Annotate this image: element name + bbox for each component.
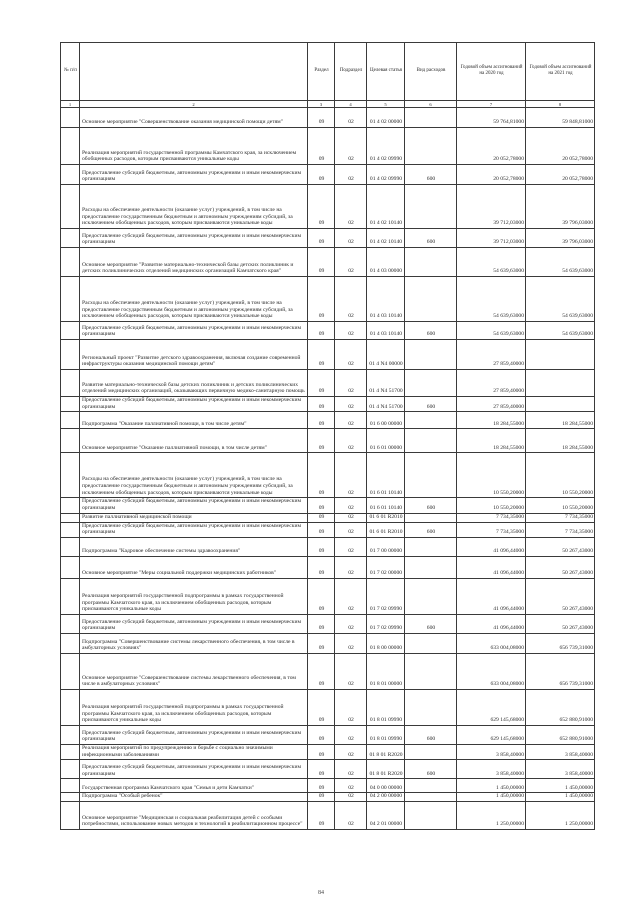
cell-target-article: 01 4 N4 51700 <box>367 370 405 397</box>
table-row <box>61 165 595 185</box>
cell-name: Предоставление субсидий бюджетным, автономным учреждениям и иным некоммерческим организациям <box>80 229 308 248</box>
cell-amount-2020: 54 639,63000 <box>457 248 526 277</box>
cell-name: Расходы на обеспечение деятельности (оказание услуг) учреждений, в том числе на предоставление государственным бюджетным и автономным учреждениям субсидий, за исключением обобщенных расходов, которым присваиваются уникальные коды <box>80 453 308 498</box>
cell-podrazdel: 02 <box>335 537 367 556</box>
cell-podrazdel: 02 <box>335 498 367 513</box>
header-podrazdel: Подраздел <box>335 43 367 101</box>
cell-expense-type <box>405 248 457 277</box>
cell-razdel: 09 <box>308 744 335 759</box>
cell-target-article: 01 7 02 09990 <box>367 578 405 614</box>
table-row <box>61 725 595 744</box>
cell-podrazdel: 02 <box>335 802 367 830</box>
cell-num <box>61 453 80 498</box>
colnum: 8 <box>526 101 595 108</box>
cell-podrazdel: 02 <box>335 128 367 165</box>
cell-razdel: 09 <box>308 779 335 793</box>
cell-expense-type <box>405 744 457 759</box>
cell-amount-2020: 3 858,40000 <box>457 760 526 779</box>
cell-podrazdel: 02 <box>335 429 367 453</box>
table-row <box>61 537 595 556</box>
cell-podrazdel: 02 <box>335 633 367 653</box>
table-row <box>61 653 595 689</box>
cell-num <box>61 556 80 578</box>
cell-name: Развитие материально-технической базы детских поликлиник и детских поликлинических отделений медицинских организаций, оказывающих первичную медико-санитарную помощь <box>80 370 308 397</box>
cell-target-article: 01 4 02 10140 <box>367 229 405 248</box>
cell-podrazdel: 02 <box>335 556 367 578</box>
cell-amount-2021: 50 267,43000 <box>526 556 595 578</box>
cell-razdel: 09 <box>308 248 335 277</box>
cell-target-article: 01 4 02 00000 <box>367 108 405 128</box>
cell-amount-2021: 7 734,35000 <box>526 513 595 522</box>
cell-num <box>61 322 80 340</box>
cell-expense-type <box>405 653 457 689</box>
cell-name: Подпрограмма "Совершенствование системы лекарственного обеспечения, в том числе в амбулаторных условиях" <box>80 633 308 653</box>
cell-amount-2020: 10 550,20000 <box>457 498 526 513</box>
cell-num <box>61 248 80 277</box>
cell-razdel: 09 <box>308 537 335 556</box>
cell-amount-2021: 20 052,78000 <box>526 128 595 165</box>
cell-expense-type <box>405 689 457 725</box>
cell-amount-2021: 1 450,00000 <box>526 793 595 802</box>
cell-amount-2020: 1 450,00000 <box>457 793 526 802</box>
cell-razdel: 09 <box>308 229 335 248</box>
cell-amount-2021: 1 450,00000 <box>526 779 595 793</box>
table-row <box>61 128 595 165</box>
cell-target-article: 01 6 01 10140 <box>367 453 405 498</box>
cell-num <box>61 760 80 779</box>
cell-target-article: 01 6 01 R2010 <box>367 522 405 537</box>
cell-podrazdel: 02 <box>335 453 367 498</box>
cell-num <box>61 744 80 759</box>
cell-razdel: 09 <box>308 429 335 453</box>
cell-amount-2020: 54 639,63000 <box>457 322 526 340</box>
cell-podrazdel: 02 <box>335 779 367 793</box>
cell-target-article: 01 7 02 00000 <box>367 556 405 578</box>
cell-amount-2021: 652 880,91000 <box>526 725 595 744</box>
cell-name: Реализация мероприятий по предупреждению и борьбе с социально значимыми инфекционными заболеваниями <box>80 744 308 759</box>
cell-num <box>61 412 80 429</box>
cell-name: Развитие паллиативной медицинской помощи <box>80 513 308 522</box>
cell-name: Региональный проект "Развитие детского здравоохранения, включая создание современной инфраструктуры оказания медицинской помощи детям" <box>80 340 308 370</box>
cell-podrazdel: 02 <box>335 229 367 248</box>
cell-target-article: 01 6 01 10140 <box>367 498 405 513</box>
cell-target-article: 04 2 00 00000 <box>367 793 405 802</box>
cell-amount-2021: 50 267,43000 <box>526 537 595 556</box>
cell-razdel: 09 <box>308 185 335 229</box>
cell-amount-2021: 10 550,20000 <box>526 498 595 513</box>
header-name <box>80 43 308 101</box>
cell-name: Предоставление субсидий бюджетным, автономным учреждениям и иным некоммерческим организациям <box>80 498 308 513</box>
cell-target-article: 01 4 02 09990 <box>367 165 405 185</box>
cell-amount-2021: 54 639,63000 <box>526 248 595 277</box>
cell-name: Основное мероприятие "Оказание паллиативной помощи, в том числе детям" <box>80 429 308 453</box>
cell-razdel: 09 <box>308 397 335 412</box>
cell-expense-type: 600 <box>405 522 457 537</box>
cell-podrazdel: 02 <box>335 185 367 229</box>
cell-podrazdel: 02 <box>335 653 367 689</box>
cell-num <box>61 128 80 165</box>
cell-razdel: 09 <box>308 513 335 522</box>
cell-amount-2020: 41 096,44000 <box>457 556 526 578</box>
cell-amount-2021: 54 639,63000 <box>526 322 595 340</box>
cell-amount-2021: 54 639,63000 <box>526 277 595 322</box>
cell-target-article: 01 8 01 09990 <box>367 725 405 744</box>
cell-name: Основное мероприятие "Меры социальной поддержки медицинских работников" <box>80 556 308 578</box>
table-row <box>61 779 595 793</box>
cell-target-article: 01 6 01 R2010 <box>367 513 405 522</box>
cell-razdel: 09 <box>308 370 335 397</box>
header-expense-type: Вид расходов <box>405 43 457 101</box>
cell-amount-2021: 656 739,31000 <box>526 653 595 689</box>
cell-amount-2020: 18 284,55000 <box>457 412 526 429</box>
cell-expense-type <box>405 556 457 578</box>
cell-target-article: 01 8 01 09990 <box>367 689 405 725</box>
cell-razdel: 09 <box>308 165 335 185</box>
colnum: 1 <box>61 101 80 108</box>
cell-expense-type: 600 <box>405 725 457 744</box>
cell-num <box>61 522 80 537</box>
cell-expense-type: 600 <box>405 322 457 340</box>
cell-expense-type: 600 <box>405 165 457 185</box>
cell-amount-2020: 27 859,40000 <box>457 340 526 370</box>
cell-amount-2020: 7 734,35000 <box>457 522 526 537</box>
column-number-row <box>61 101 595 108</box>
cell-podrazdel: 02 <box>335 412 367 429</box>
cell-amount-2021: 18 284,55000 <box>526 412 595 429</box>
header-razdel: Раздел <box>308 43 335 101</box>
page-number: 84 <box>318 890 324 896</box>
table-row <box>61 689 595 725</box>
cell-amount-2021: 1 250,00000 <box>526 802 595 830</box>
cell-amount-2021: 50 267,43000 <box>526 614 595 633</box>
cell-expense-type <box>405 370 457 397</box>
cell-expense-type <box>405 277 457 322</box>
table-row <box>61 498 595 513</box>
cell-expense-type <box>405 453 457 498</box>
cell-num <box>61 513 80 522</box>
cell-num <box>61 793 80 802</box>
table-row <box>61 453 595 498</box>
cell-num <box>61 429 80 453</box>
cell-target-article: 01 8 01 R2020 <box>367 760 405 779</box>
cell-podrazdel: 02 <box>335 248 367 277</box>
cell-razdel: 09 <box>308 614 335 633</box>
cell-num <box>61 802 80 830</box>
cell-podrazdel: 02 <box>335 277 367 322</box>
cell-amount-2021: 59 848,81000 <box>526 108 595 128</box>
cell-target-article: 01 6 01 00000 <box>367 429 405 453</box>
cell-num <box>61 537 80 556</box>
cell-expense-type <box>405 537 457 556</box>
cell-expense-type <box>405 108 457 128</box>
cell-target-article: 01 4 N4 51700 <box>367 397 405 412</box>
cell-target-article: 04 2 01 00000 <box>367 802 405 830</box>
cell-podrazdel: 02 <box>335 689 367 725</box>
cell-razdel: 09 <box>308 578 335 614</box>
cell-name: Реализация мероприятий государственной подпрограммы в рамках государственной программы Камчатского края, за исключением обобщенных расходов, которым присваиваются уникальные коды <box>80 689 308 725</box>
cell-num <box>61 725 80 744</box>
cell-name: Предоставление субсидий бюджетным, автономным учреждениям и иным некоммерческим организациям <box>80 760 308 779</box>
cell-num <box>61 108 80 128</box>
cell-podrazdel: 02 <box>335 744 367 759</box>
cell-podrazdel: 02 <box>335 725 367 744</box>
colnum: 4 <box>335 101 367 108</box>
cell-target-article: 04 0 00 00000 <box>367 779 405 793</box>
cell-amount-2020: 41 096,44000 <box>457 614 526 633</box>
cell-name: Предоставление субсидий бюджетным, автономным учреждениям и иным некоммерческим организациям <box>80 397 308 412</box>
cell-podrazdel: 02 <box>335 793 367 802</box>
table-row <box>61 108 595 128</box>
cell-razdel: 09 <box>308 108 335 128</box>
cell-num <box>61 370 80 397</box>
cell-expense-type <box>405 513 457 522</box>
cell-name: Подпрограмма "Кадровое обеспечение системы здравоохранения" <box>80 537 308 556</box>
cell-amount-2020: 41 096,44000 <box>457 578 526 614</box>
cell-amount-2020: 633 004,08000 <box>457 653 526 689</box>
cell-razdel: 09 <box>308 556 335 578</box>
cell-podrazdel: 02 <box>335 322 367 340</box>
table-row <box>61 412 595 429</box>
cell-expense-type <box>405 128 457 165</box>
cell-amount-2021: 50 267,43000 <box>526 578 595 614</box>
table-row <box>61 802 595 830</box>
cell-podrazdel: 02 <box>335 522 367 537</box>
cell-expense-type <box>405 340 457 370</box>
cell-amount-2021: 39 796,03000 <box>526 229 595 248</box>
cell-amount-2021 <box>526 370 595 397</box>
table-row <box>61 429 595 453</box>
cell-razdel: 09 <box>308 633 335 653</box>
cell-razdel: 09 <box>308 689 335 725</box>
cell-amount-2021: 656 739,31000 <box>526 633 595 653</box>
cell-razdel: 09 <box>308 760 335 779</box>
cell-razdel: 09 <box>308 522 335 537</box>
cell-amount-2021: 7 734,35000 <box>526 522 595 537</box>
cell-amount-2020: 27 859,40000 <box>457 370 526 397</box>
cell-expense-type <box>405 429 457 453</box>
table-row <box>61 760 595 779</box>
cell-expense-type <box>405 578 457 614</box>
cell-expense-type: 600 <box>405 397 457 412</box>
cell-amount-2020: 27 859,40000 <box>457 397 526 412</box>
cell-expense-type <box>405 185 457 229</box>
table-row <box>61 370 595 397</box>
cell-podrazdel: 02 <box>335 578 367 614</box>
cell-name: Основное мероприятие "Развитие материально-технической базы детских поликлиник и детских поликлинических отделений медицинских организаций Камчатского края" <box>80 248 308 277</box>
cell-amount-2020: 54 639,63000 <box>457 277 526 322</box>
cell-name: Реализация мероприятий государственной подпрограммы в рамках государственной программы Камчатского края, за исключением обобщенных расходов, которым присваиваются уникальные коды <box>80 578 308 614</box>
cell-razdel: 09 <box>308 653 335 689</box>
cell-amount-2021: 10 550,20000 <box>526 453 595 498</box>
cell-amount-2020: 629 145,68000 <box>457 725 526 744</box>
cell-razdel: 09 <box>308 322 335 340</box>
cell-name: Основное мероприятие "Совершенствование оказания медицинской помощи детям" <box>80 108 308 128</box>
cell-amount-2020: 39 712,03000 <box>457 229 526 248</box>
cell-target-article: 01 6 00 00000 <box>367 412 405 429</box>
cell-amount-2020: 18 284,55000 <box>457 429 526 453</box>
cell-num <box>61 340 80 370</box>
cell-name: Расходы на обеспечение деятельности (оказание услуг) учреждений, в том числе на предоставление государственным бюджетным и автономным учреждениям субсидий, за исключением обобщенных расходов, которым присваиваются уникальные коды <box>80 277 308 322</box>
colnum: 6 <box>405 101 457 108</box>
table-row <box>61 633 595 653</box>
cell-name: Основное мероприятие "Медицинская и социальная реабилитация детей с особыми потребностями, использование новых методов и технологий в реабилитационном процессе" <box>80 802 308 830</box>
cell-amount-2021: 3 858,40000 <box>526 760 595 779</box>
cell-amount-2020: 39 712,03000 <box>457 185 526 229</box>
cell-target-article: 01 8 00 00000 <box>367 633 405 653</box>
table-row <box>61 793 595 802</box>
cell-amount-2020: 629 145,68000 <box>457 689 526 725</box>
cell-podrazdel: 02 <box>335 340 367 370</box>
colnum: 3 <box>308 101 335 108</box>
cell-target-article: 01 4 02 09990 <box>367 128 405 165</box>
cell-name: Предоставление субсидий бюджетным, автономным учреждениям и иным некоммерческим организациям <box>80 522 308 537</box>
cell-name: Реализация мероприятий государственной программы Камчатского края, за исключением обобщенных расходов, которым присваиваются уникальные коды <box>80 128 308 165</box>
cell-expense-type <box>405 793 457 802</box>
cell-target-article: 01 8 01 R2020 <box>367 744 405 759</box>
cell-amount-2021: 18 284,55000 <box>526 429 595 453</box>
cell-razdel: 09 <box>308 412 335 429</box>
table-row <box>61 556 595 578</box>
colnum: 2 <box>80 101 308 108</box>
cell-target-article: 01 4 03 00000 <box>367 248 405 277</box>
cell-amount-2020: 20 052,78000 <box>457 128 526 165</box>
cell-target-article: 01 4 N4 00000 <box>367 340 405 370</box>
cell-expense-type: 600 <box>405 229 457 248</box>
cell-num <box>61 653 80 689</box>
cell-razdel: 09 <box>308 128 335 165</box>
header-num: № п/п <box>61 43 80 101</box>
cell-podrazdel: 02 <box>335 108 367 128</box>
cell-num <box>61 229 80 248</box>
table-row <box>61 578 595 614</box>
cell-expense-type <box>405 802 457 830</box>
cell-name: Предоставление субсидий бюджетным, автономным учреждениям и иным некоммерческим организациям <box>80 165 308 185</box>
table-row <box>61 513 595 522</box>
table-row <box>61 248 595 277</box>
table-row <box>61 322 595 340</box>
cell-target-article: 01 8 01 00000 <box>367 653 405 689</box>
cell-amount-2021: 39 796,03000 <box>526 185 595 229</box>
cell-podrazdel: 02 <box>335 165 367 185</box>
cell-num <box>61 578 80 614</box>
cell-amount-2020: 59 764,81000 <box>457 108 526 128</box>
header-2021: Годовой объем ассигнований на 2021 год <box>526 43 595 101</box>
cell-razdel: 09 <box>308 277 335 322</box>
cell-target-article: 01 7 00 00000 <box>367 537 405 556</box>
cell-target-article: 01 7 02 09990 <box>367 614 405 633</box>
cell-amount-2020: 41 096,44000 <box>457 537 526 556</box>
table-row <box>61 185 595 229</box>
cell-amount-2020: 3 858,40000 <box>457 744 526 759</box>
cell-amount-2020: 633 004,08000 <box>457 633 526 653</box>
cell-num <box>61 779 80 793</box>
cell-podrazdel: 02 <box>335 513 367 522</box>
cell-name: Предоставление субсидий бюджетным, автономным учреждениям и иным некоммерческим организациям <box>80 322 308 340</box>
table-row <box>61 229 595 248</box>
cell-num <box>61 498 80 513</box>
cell-num <box>61 277 80 322</box>
cell-target-article: 01 4 03 10140 <box>367 277 405 322</box>
cell-expense-type <box>405 779 457 793</box>
cell-name: Государственная программа Камчатского края "Семья и дети Камчатки" <box>80 779 308 793</box>
cell-amount-2020: 20 052,78000 <box>457 165 526 185</box>
cell-num <box>61 165 80 185</box>
cell-name: Предоставление субсидий бюджетным, автономным учреждениям и иным некоммерческим организациям <box>80 614 308 633</box>
cell-expense-type: 600 <box>405 614 457 633</box>
cell-target-article: 01 4 03 10140 <box>367 322 405 340</box>
table-row <box>61 277 595 322</box>
cell-podrazdel: 02 <box>335 760 367 779</box>
cell-amount-2020: 10 550,20000 <box>457 453 526 498</box>
cell-name: Подпрограмма "Особый ребенок" <box>80 793 308 802</box>
cell-amount-2021: 652 880,91000 <box>526 689 595 725</box>
table-row <box>61 522 595 537</box>
header-target-article: Целевая статья <box>367 43 405 101</box>
cell-podrazdel: 02 <box>335 397 367 412</box>
cell-name: Предоставление субсидий бюджетным, автономным учреждениям и иным некоммерческим организациям <box>80 725 308 744</box>
cell-name: Расходы на обеспечение деятельности (оказание услуг) учреждений, в том числе на предоставление государственным бюджетным и автономным учреждениям субсидий, за исключением обобщенных расходов, которым присваиваются уникальные коды <box>80 185 308 229</box>
cell-amount-2020: 1 250,00000 <box>457 802 526 830</box>
header-row <box>61 43 595 101</box>
table-row <box>61 614 595 633</box>
cell-num <box>61 633 80 653</box>
cell-amount-2020: 1 450,00000 <box>457 779 526 793</box>
cell-razdel: 09 <box>308 793 335 802</box>
cell-name: Основное мероприятие "Совершенствование системы лекарственного обеспечения, в том числе в амбулаторных условиях" <box>80 653 308 689</box>
cell-expense-type: 600 <box>405 498 457 513</box>
cell-razdel: 09 <box>308 725 335 744</box>
cell-amount-2021: 3 858,40000 <box>526 744 595 759</box>
header-2020: Годовой объем ассигнований на 2020 год <box>457 43 526 101</box>
cell-podrazdel: 02 <box>335 370 367 397</box>
cell-target-article: 01 4 02 10140 <box>367 185 405 229</box>
cell-num <box>61 397 80 412</box>
cell-expense-type <box>405 412 457 429</box>
cell-amount-2021 <box>526 340 595 370</box>
colnum: 7 <box>457 101 526 108</box>
cell-amount-2021: 20 052,78000 <box>526 165 595 185</box>
table-row <box>61 744 595 759</box>
budget-table-page <box>60 42 594 830</box>
cell-amount-2020: 7 734,35000 <box>457 513 526 522</box>
cell-razdel: 09 <box>308 498 335 513</box>
cell-name: Подпрограмма "Оказание паллиативной помощи, в том числе детям" <box>80 412 308 429</box>
cell-num <box>61 689 80 725</box>
cell-podrazdel: 02 <box>335 614 367 633</box>
budget-table <box>60 42 595 830</box>
cell-num <box>61 185 80 229</box>
cell-razdel: 09 <box>308 802 335 830</box>
cell-razdel: 09 <box>308 453 335 498</box>
cell-expense-type: 600 <box>405 760 457 779</box>
cell-num <box>61 614 80 633</box>
cell-amount-2021 <box>526 397 595 412</box>
colnum: 5 <box>367 101 405 108</box>
cell-expense-type <box>405 633 457 653</box>
table-row <box>61 397 595 412</box>
cell-razdel: 09 <box>308 340 335 370</box>
table-row <box>61 340 595 370</box>
